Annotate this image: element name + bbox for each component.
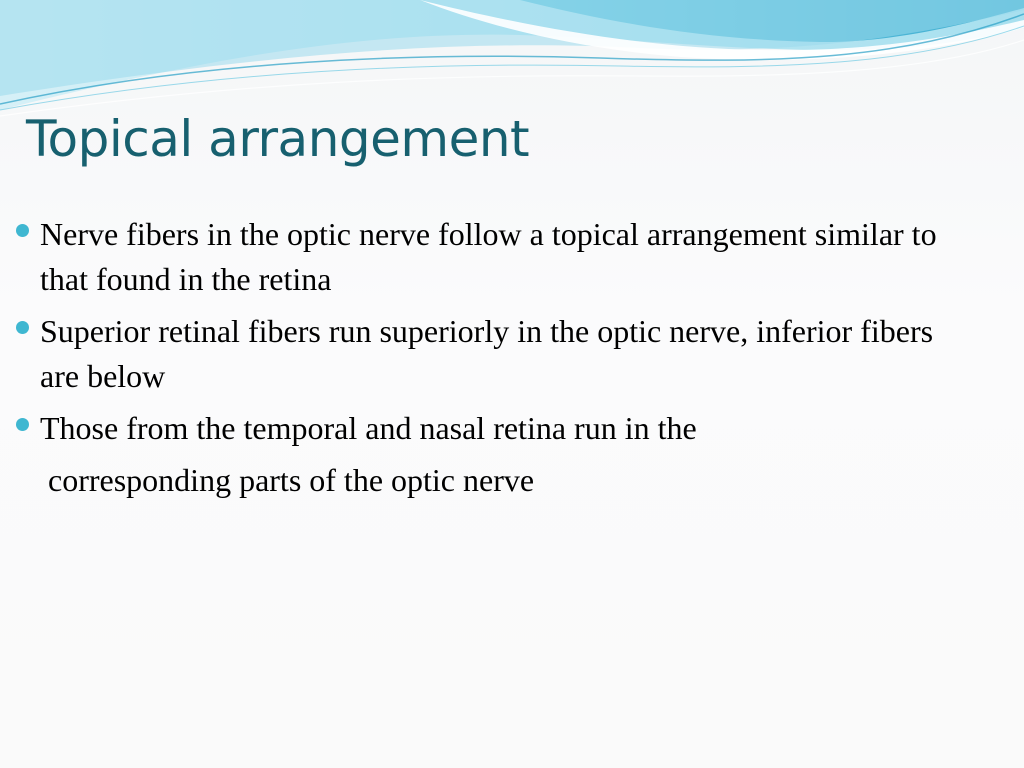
bullet-item-1 [12, 212, 972, 302]
bullet-dot-icon [16, 321, 29, 334]
bullet-text: Superior retinal fibers run superiorly in the optic nerve, inferior fibers are below [40, 313, 934, 394]
bullet-text: Nerve fibers in the optic nerve follow a topical arrangement similar to that found in the retina [40, 216, 937, 297]
continuation-text: corresponding parts of the optic nerve [48, 462, 535, 498]
slide-title: Topical arrangement [26, 110, 530, 168]
bullet-item-3 [12, 406, 972, 451]
bullet-dot-icon [16, 224, 29, 237]
wave-header-decoration [0, 0, 1024, 120]
bullet-item-2 [12, 309, 972, 399]
bullet-dot-icon [16, 418, 29, 431]
bullet-list [12, 212, 972, 458]
bullet-text: Those from the temporal and nasal retina run in the [40, 410, 697, 446]
